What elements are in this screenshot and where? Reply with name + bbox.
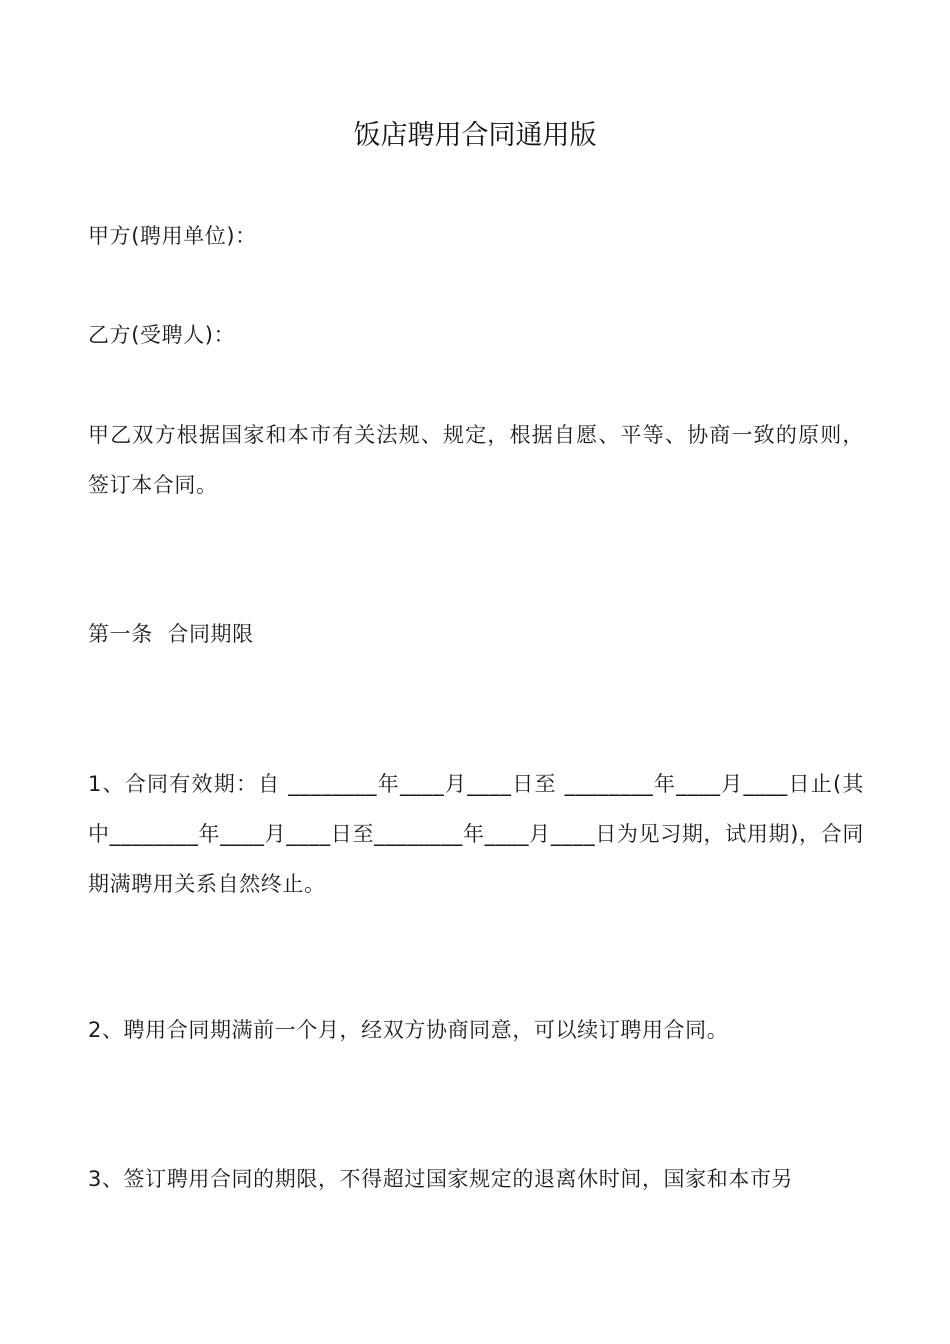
article-1-heading: 第一条 合同期限 <box>88 622 254 646</box>
article-1-item-3: 3、签订聘用合同的期限，不得超过国家规定的退离休时间，国家和本市另 <box>88 1167 794 1191</box>
article-1-item-1: 1、合同有效期：自 ________年____月____日至 ________年____月____日止(其中________年____月____日至________年____月____日为见习期，试用期)，合同期满聘用关系自然终止。 <box>88 772 864 896</box>
article-1-item-2: 2、聘用合同期满前一个月，经双方协商同意，可以续订聘用合同。 <box>88 1018 729 1042</box>
party-b-line: 乙方(受聘人)： <box>88 323 236 347</box>
party-a-line: 甲方(聘用单位)： <box>88 224 257 248</box>
document-title: 饭店聘用合同通用版 <box>353 120 597 151</box>
intro-paragraph: 甲乙双方根据国家和本市有关法规、规定，根据自愿、平等、协商一致的原则，签订本合同。 <box>88 423 864 497</box>
